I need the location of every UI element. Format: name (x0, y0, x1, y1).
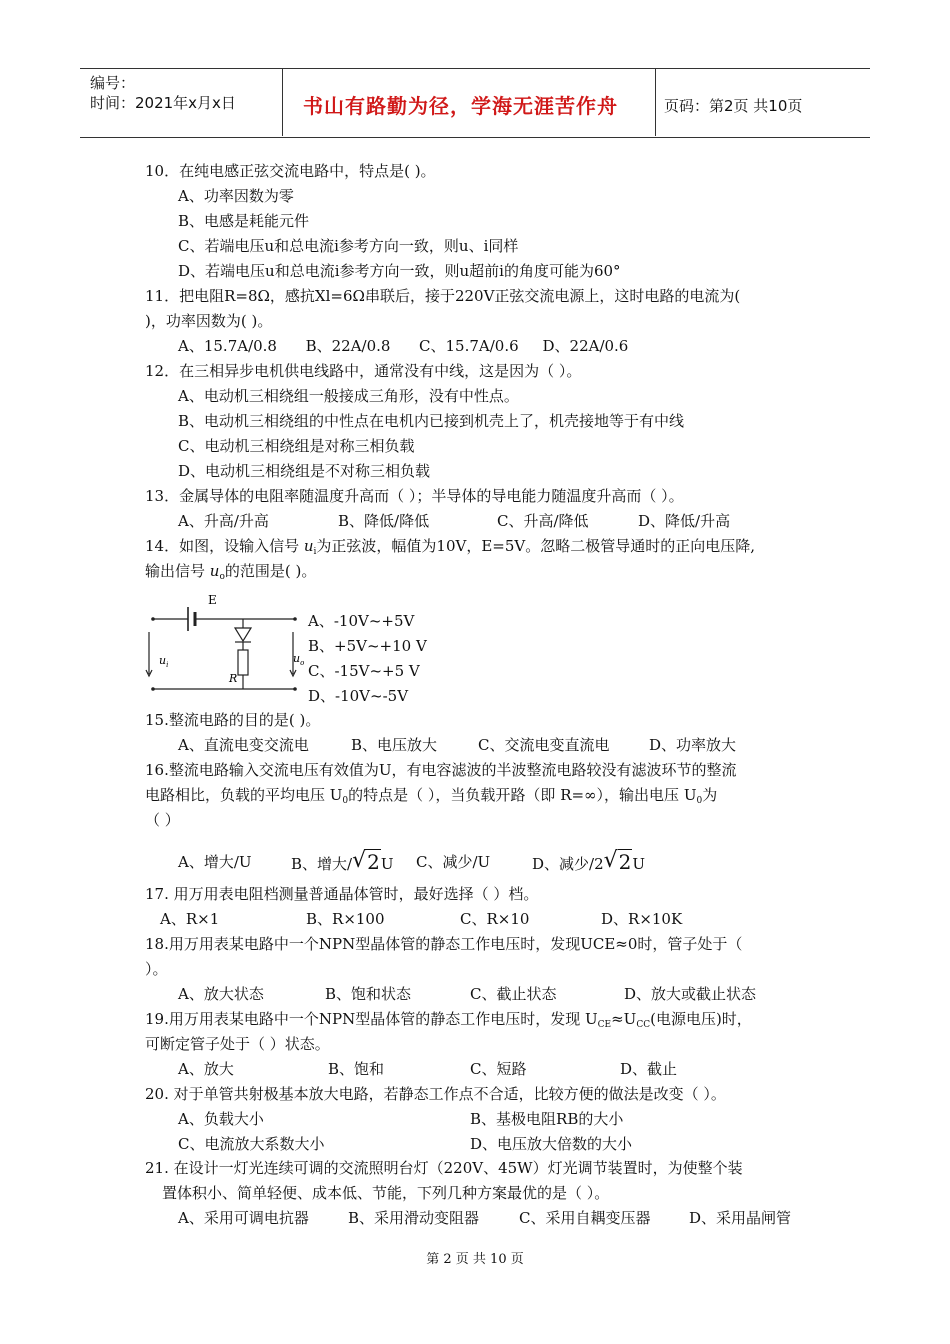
q16-stem-line2: 电路相比，负载的平均电压 $U_0$的特点是（ ），当负载开路（即 R=∞），输出电压 $U_0$为 (145, 786, 718, 806)
q21-stem-line2: 置体积小、简单轻便、成本低、节能，下列几种方案最优的是（ ）。 (162, 1184, 610, 1202)
q11-stem-line2: )，功率因数为( )。 (145, 312, 273, 330)
q16-option-a: A、增大/U (178, 853, 252, 871)
q21-option-d: D、采用晶闸管 (689, 1209, 792, 1227)
q14-option-d: D、-10V~-5V (308, 687, 409, 705)
q20-option-d: D、电压放大倍数的大小 (470, 1135, 633, 1153)
q14-option-a: A、-10V~+5V (308, 612, 415, 630)
q11-stem-line1: 11．把电阻R=8Ω，感抗Xl=6Ω串联后，接于220V正弦交流电源上，这时电路的电流为( (145, 287, 741, 305)
q20-stem: 20. 对于单管共射极基本放大电路，若静态工作点不合适，比较方便的做法是改变（ ）。 (145, 1085, 726, 1103)
q12-option-c: C、电动机三相绕组是对称三相负载 (178, 437, 415, 455)
q19-option-c: C、短路 (470, 1060, 527, 1078)
q18-option-b: B、饱和状态 (325, 985, 412, 1003)
q13-option-b: B、降低/降低 (338, 512, 430, 530)
q19-stem-line2: 可断定管子处于（ ）状态。 (145, 1035, 330, 1053)
q16-stem-line3: （ ） (145, 811, 180, 829)
header-divider-right (655, 68, 656, 136)
sqrt-symbol: √ (603, 848, 618, 873)
q16-option-d: D、减少/2√2U (532, 848, 646, 874)
q20-option-a: A、负载大小 (178, 1110, 264, 1128)
q17-option-d: D、R×10K (601, 910, 683, 928)
q15-option-b: B、电压放大 (351, 736, 438, 754)
q19-option-d: D、截止 (620, 1060, 678, 1078)
q16-option-c: C、减少/U (416, 853, 491, 871)
page-footer: 第 2 页 共 10 页 (426, 1252, 524, 1267)
q15-option-c: C、交流电变直流电 (478, 736, 610, 754)
q14-option-c: C、-15V~+5 V (308, 662, 420, 680)
q10-stem: 10．在纯电感正弦交流电路中，特点是( )。 (145, 162, 436, 180)
header-page-label: 页码：第2页 共10页 (664, 97, 803, 115)
q14-circuit-diagram (140, 590, 310, 700)
header-number-label: 编号： (90, 74, 136, 92)
q21-option-a: A、采用可调电抗器 (178, 1209, 309, 1227)
q13-option-a: A、升高/升高 (178, 512, 269, 530)
q10-option-b: B、电感是耗能元件 (178, 212, 310, 230)
q19-option-a: A、放大 (178, 1060, 234, 1078)
sqrt-symbol: √ (352, 848, 367, 873)
q17-option-a: A、R×1 (160, 910, 220, 928)
circuit-label-uo: $u_o$ (293, 652, 305, 667)
q15-option-d: D、功率放大 (649, 736, 737, 754)
q20-option-c: C、电流放大系数大小 (178, 1135, 325, 1153)
q14-stem-line2: 输出信号 $u_o$的范围是( )。 (145, 562, 317, 582)
q18-option-a: A、放大状态 (178, 985, 264, 1003)
header-divider-left (282, 68, 283, 136)
header-date-label: 时间：2021年x月x日 (90, 94, 236, 112)
q16-stem-line1: 16.整流电路输入交流电压有效值为U，有电容滤波的半波整流电路较没有滤波环节的整流 (145, 761, 737, 779)
q13-stem: 13．金属导体的电阻率随温度升高而（ ）；半导体的导电能力随温度升高而（ ）。 (145, 487, 684, 505)
q20-option-b: B、基极电阻RB的大小 (470, 1110, 624, 1128)
q10-option-c: C、若端电压u和总电流i参考方向一致，则u、i同样 (178, 237, 519, 255)
q17-option-c: C、R×10 (460, 910, 530, 928)
circuit-label-e: E (208, 593, 217, 607)
q12-option-b: B、电动机三相绕组的中性点在电机内已接到机壳上了，机壳接地等于有中线 (178, 412, 685, 430)
q17-stem: 17. 用万用表电阻档测量普通晶体管时，最好选择（ ）档。 (145, 885, 539, 903)
q18-option-c: C、截止状态 (470, 985, 557, 1003)
q21-option-c: C、采用自耦变压器 (519, 1209, 651, 1227)
q10-option-d: D、若端电压u和总电流i参考方向一致，则u超前i的角度可能为60° (178, 262, 621, 280)
q10-option-a: A、功率因数为零 (178, 187, 294, 205)
q12-stem: 12．在三相异步电机供电线路中，通常没有中线，这是因为（ ）。 (145, 362, 582, 380)
q13-option-d: D、降低/升高 (638, 512, 731, 530)
q15-stem: 15.整流电路的目的是( )。 (145, 711, 321, 729)
circuit-label-ui: $u_i$ (159, 654, 169, 669)
q14-stem-line1: 14．如图，设输入信号 $u_i$为正弦波，幅值为10V，E=5V。忽略二极管导通时的正向电压降, (145, 537, 756, 557)
q19-stem-line1: 19.用万用表某电路中一个NPN型晶体管的静态工作电压时，发现 $U_{CE}\approx U_{CC}$(电源电压)时， (145, 1010, 752, 1030)
q12-option-d: D、电动机三相绕组是不对称三相负载 (178, 462, 431, 480)
q19-option-b: B、饱和 (328, 1060, 385, 1078)
q21-stem-line1: 21. 在设计一灯光连续可调的交流照明台灯（220V、45W）灯光调节装置时，为使整个装 (145, 1159, 743, 1177)
q13-option-c: C、升高/降低 (497, 512, 589, 530)
q18-stem-line1: 18.用万用表某电路中一个NPN型晶体管的静态工作电压时，发现UCE≈0时，管子处于（ (145, 935, 743, 953)
q21-option-b: B、采用滑动变阻器 (348, 1209, 480, 1227)
q11-options: A、15.7A/0.8 B、22A/0.8 C、15.7A/0.6 D、22A/0.6 (178, 337, 629, 355)
q14-option-b: B、+5V~+10 V (308, 637, 427, 655)
q18-option-d: D、放大或截止状态 (624, 985, 757, 1003)
q12-option-a: A、电动机三相绕组一般接成三角形，没有中性点。 (178, 387, 519, 405)
q17-option-b: B、R×100 (306, 910, 385, 928)
q16-option-b: B、增大/√2U (291, 848, 394, 874)
q18-stem-line2: ）。 (145, 960, 168, 978)
header-motto: 书山有路勤为径，学海无涯苦作舟 (303, 94, 618, 118)
q15-option-a: A、直流电变交流电 (178, 736, 309, 754)
circuit-label-r: R (229, 672, 238, 685)
